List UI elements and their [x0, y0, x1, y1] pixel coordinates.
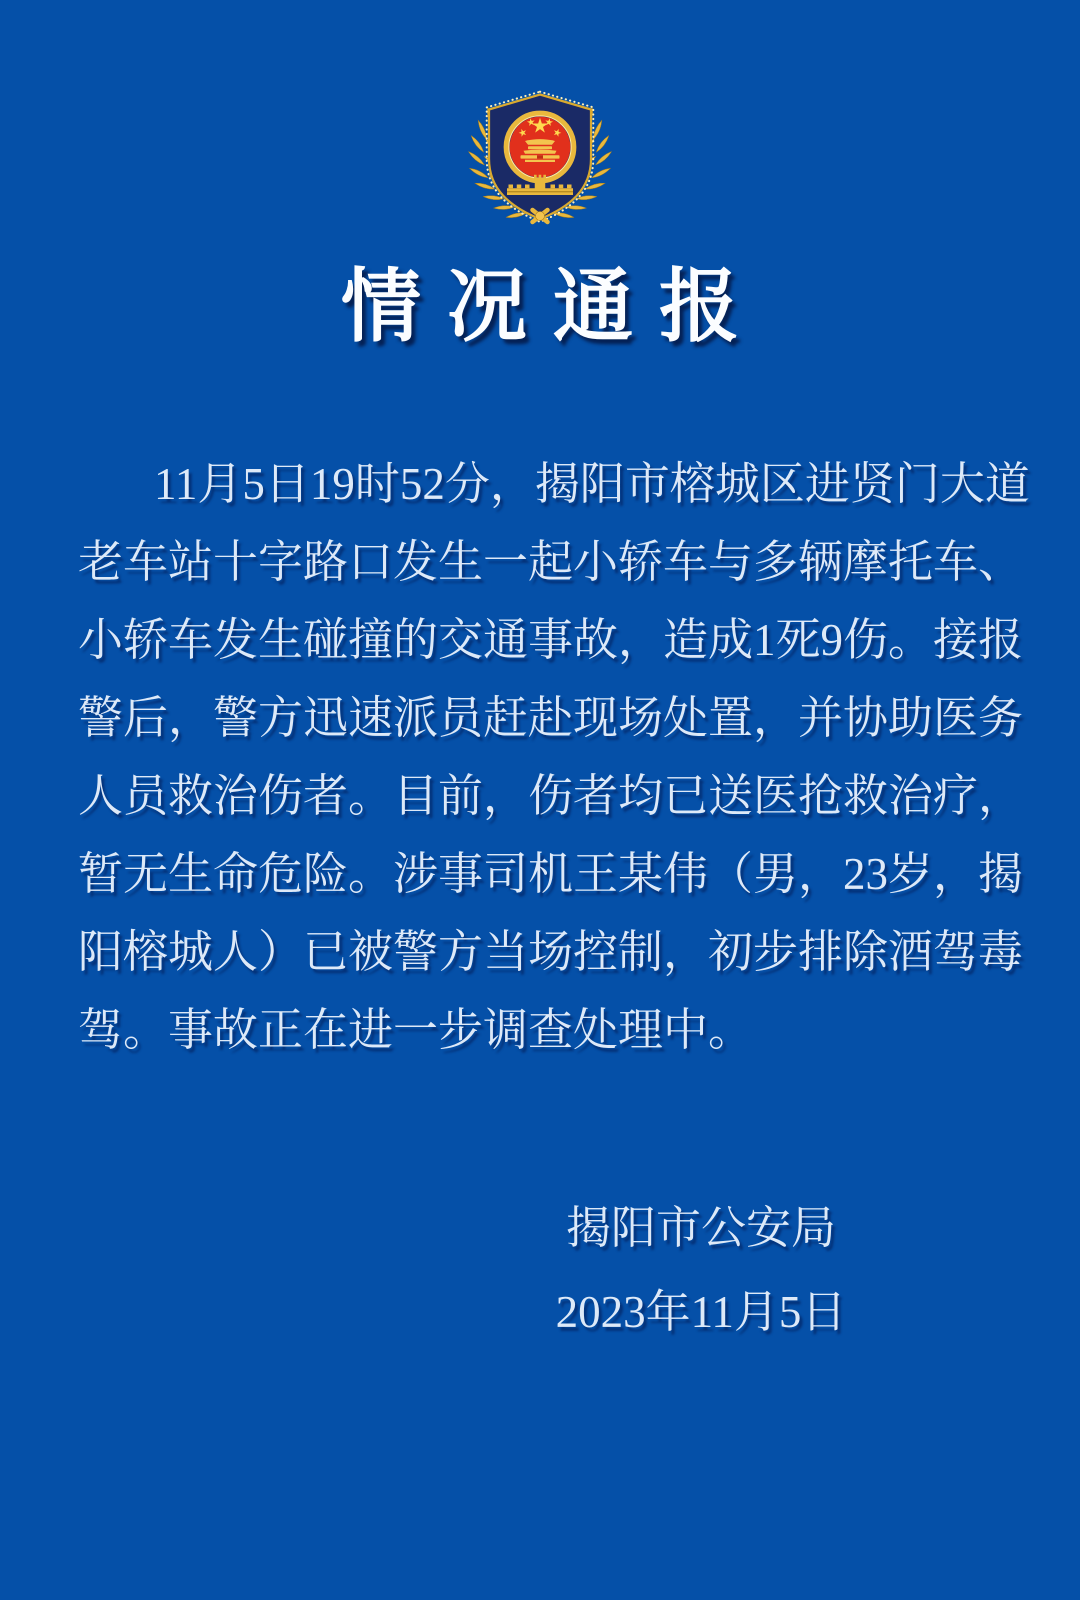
- notice-title-text: 情况通报: [341, 264, 765, 352]
- notice-body: [78, 445, 1030, 1069]
- body-line: 11月5日19时52分，揭阳市榕城区进贤门大道: [154, 459, 1030, 509]
- signature-block: [0, 1186, 1080, 1354]
- notice-title: [0, 262, 1080, 354]
- body-line: 阳榕城人）已被警方当场控制，初步排除酒驾毒: [78, 927, 1024, 977]
- body-line: 暂无生命危险。涉事司机王某伟（男，23岁，揭: [78, 849, 1024, 899]
- agency-name: 揭阳市公安局: [565, 1203, 836, 1253]
- body-line: 警后，警方迅速派员赶赴现场处置，并协助医务: [78, 693, 1024, 743]
- body-line: 人员救治伤者。目前，伤者均已送医抢救治疗，: [78, 771, 1024, 821]
- body-line: 驾。事故正在进一步调查处理中。: [78, 1005, 754, 1055]
- body-line: 小轿车发生碰撞的交通事故，造成1死9伤。接报: [78, 615, 1024, 665]
- body-line: 老车站十字路口发生一起小轿车与多辆摩托车、: [78, 537, 1024, 587]
- police-badge-icon: [465, 78, 615, 228]
- signature-date: 2023年11月5日: [555, 1287, 847, 1337]
